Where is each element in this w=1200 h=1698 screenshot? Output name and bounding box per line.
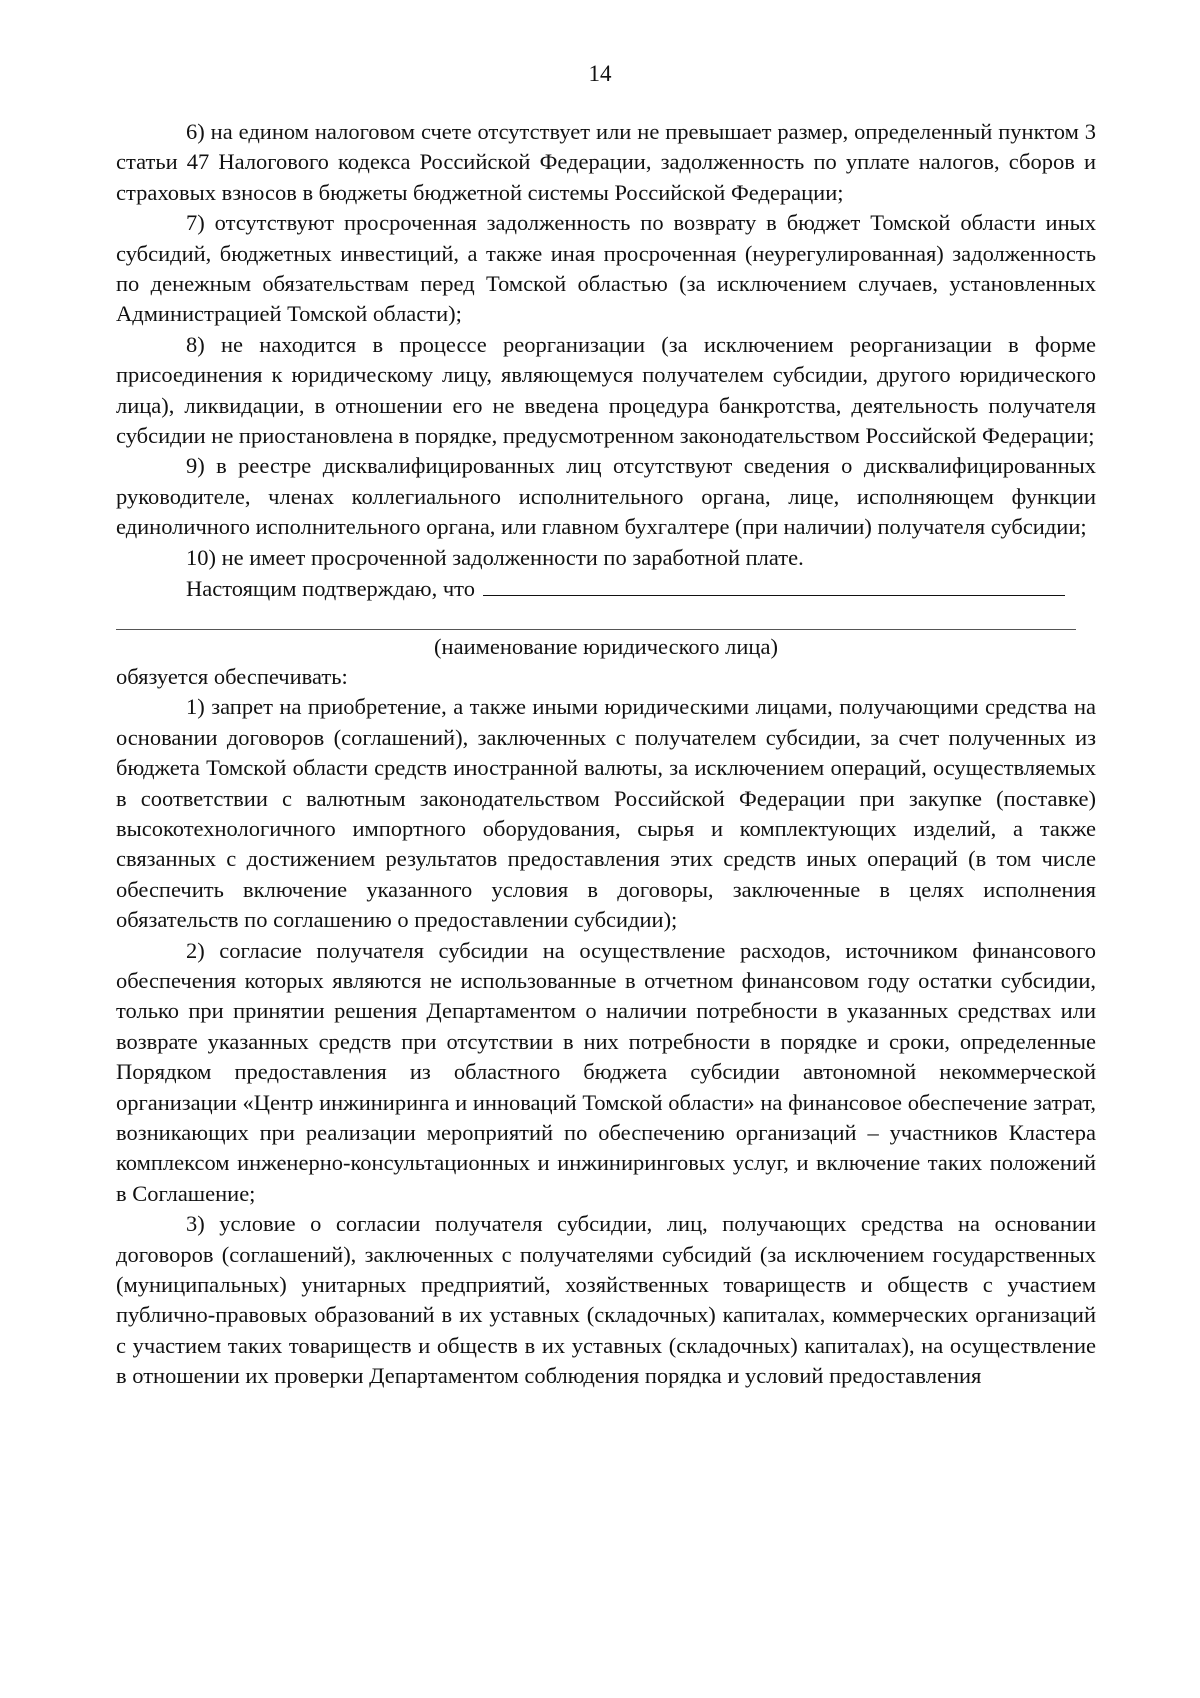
confirmation-text: Настоящим подтверждаю, что — [186, 576, 475, 602]
legal-entity-blank-line — [116, 605, 1076, 630]
document-body — [116, 117, 1096, 1392]
legal-entity-fill-line — [483, 573, 1065, 596]
legal-entity-caption: (наименование юридического лица) — [434, 633, 778, 659]
paragraph-item-8: 8) не находится в процессе реорганизации (за исключением реорганизации в форме присоединения к юридическому лицу, являющемуся получателем субсидии, другого юридического лица), ликвидации, в отношении его не введена процедура банкротства, деятельность получателя субсидии не приостановлена в порядке, предусмотренном законодательством Российской Федерации; — [116, 331, 1096, 449]
obligates-text: обязуется обеспечивать: — [116, 663, 348, 689]
obligation-item-2: 2) согласие получателя субсидии на осуществление расходов, источником финансового обеспечения которых являются не использованные в отчетном финансовом году остатки субсидии, только при принятии решения Департаментом о наличии потребности в указанных средствах или возврате указанных средств при отсутствии в них потребности в порядке и сроки, определенные Порядком предоставления из областного бюджета субсидии автономной некоммерческой организации «Центр инжиниринга и инноваций Томской области» на финансовое обеспечение затрат, возникающих при реализации мероприятий по обеспечению организаций – участников Кластера комплексом инженерно-консультационных и инжиниринговых услуг, и включение таких положений в Соглашение; — [116, 937, 1096, 1206]
paragraph-item-7: 7) отсутствуют просроченная задолженность по возврату в бюджет Томской области иных субсидий, бюджетных инвестиций, а также иная просроченная (неурегулированная) задолженность по денежным обязательствам перед Томской областью (за исключением случаев, установленных Администрацией Томской области); — [116, 210, 1096, 327]
paragraph-item-6: 6) на едином налоговом счете отсутствует или не превышает размер, определенный пунктом 3 статьи 47 Налогового кодекса Российской Федерации, задолженность по уплате налогов, сборов и страховых взносов в бюджеты бюджетной системы Российской Федерации; — [116, 119, 1096, 205]
obligation-item-1: 1) запрет на приобретение, а также иными юридическими лицами, получающими средства на основании договоров (соглашений), заключенных с получателем субсидии, за счет полученных из бюджета Томской области средств иностранной валюты, за исключением операций, осуществляемых в соответствии с валютным законодательством Российской Федерации при закупке (поставке) высокотехнологичного импортного оборудования, сырья и комплектующих изделий, а также связанных с достижением результатов предоставления этих средств иных операций (в том числе обеспечить включение указанного условия в договоры, заключенные в целях исполнения обязательств по соглашению о предоставлении субсидии); — [116, 694, 1096, 933]
confirmation-line — [116, 573, 1096, 604]
obligation-item-3: 3) условие о согласии получателя субсидии, лиц, получающих средства на основании договоров (соглашений), заключенных с получателями субсидий (за исключением государственных (муниципальных) унитарных предприятий, хозяйственных товариществ и обществ с участием публично-правовых образований в их уставных (складочных) капиталах, коммерческих организаций с участием таких товариществ и обществ в их уставных (складочных) капиталах), на осуществление в отношении их проверки Департаментом соблюдения порядка и условий предоставления — [116, 1211, 1096, 1389]
paragraph-item-10: 10) не имеет просроченной задолженности по заработной плате. — [186, 544, 804, 570]
page-number: 14 — [588, 61, 612, 86]
paragraph-item-9: 9) в реестре дисквалифицированных лиц отсутствуют сведения о дисквалифицированных руководителе, членах коллегиального исполнительного органа, лице, исполняющем функции единоличного исполнительного органа, или главном бухгалтере (при наличии) получателя субсидии; — [116, 453, 1096, 540]
